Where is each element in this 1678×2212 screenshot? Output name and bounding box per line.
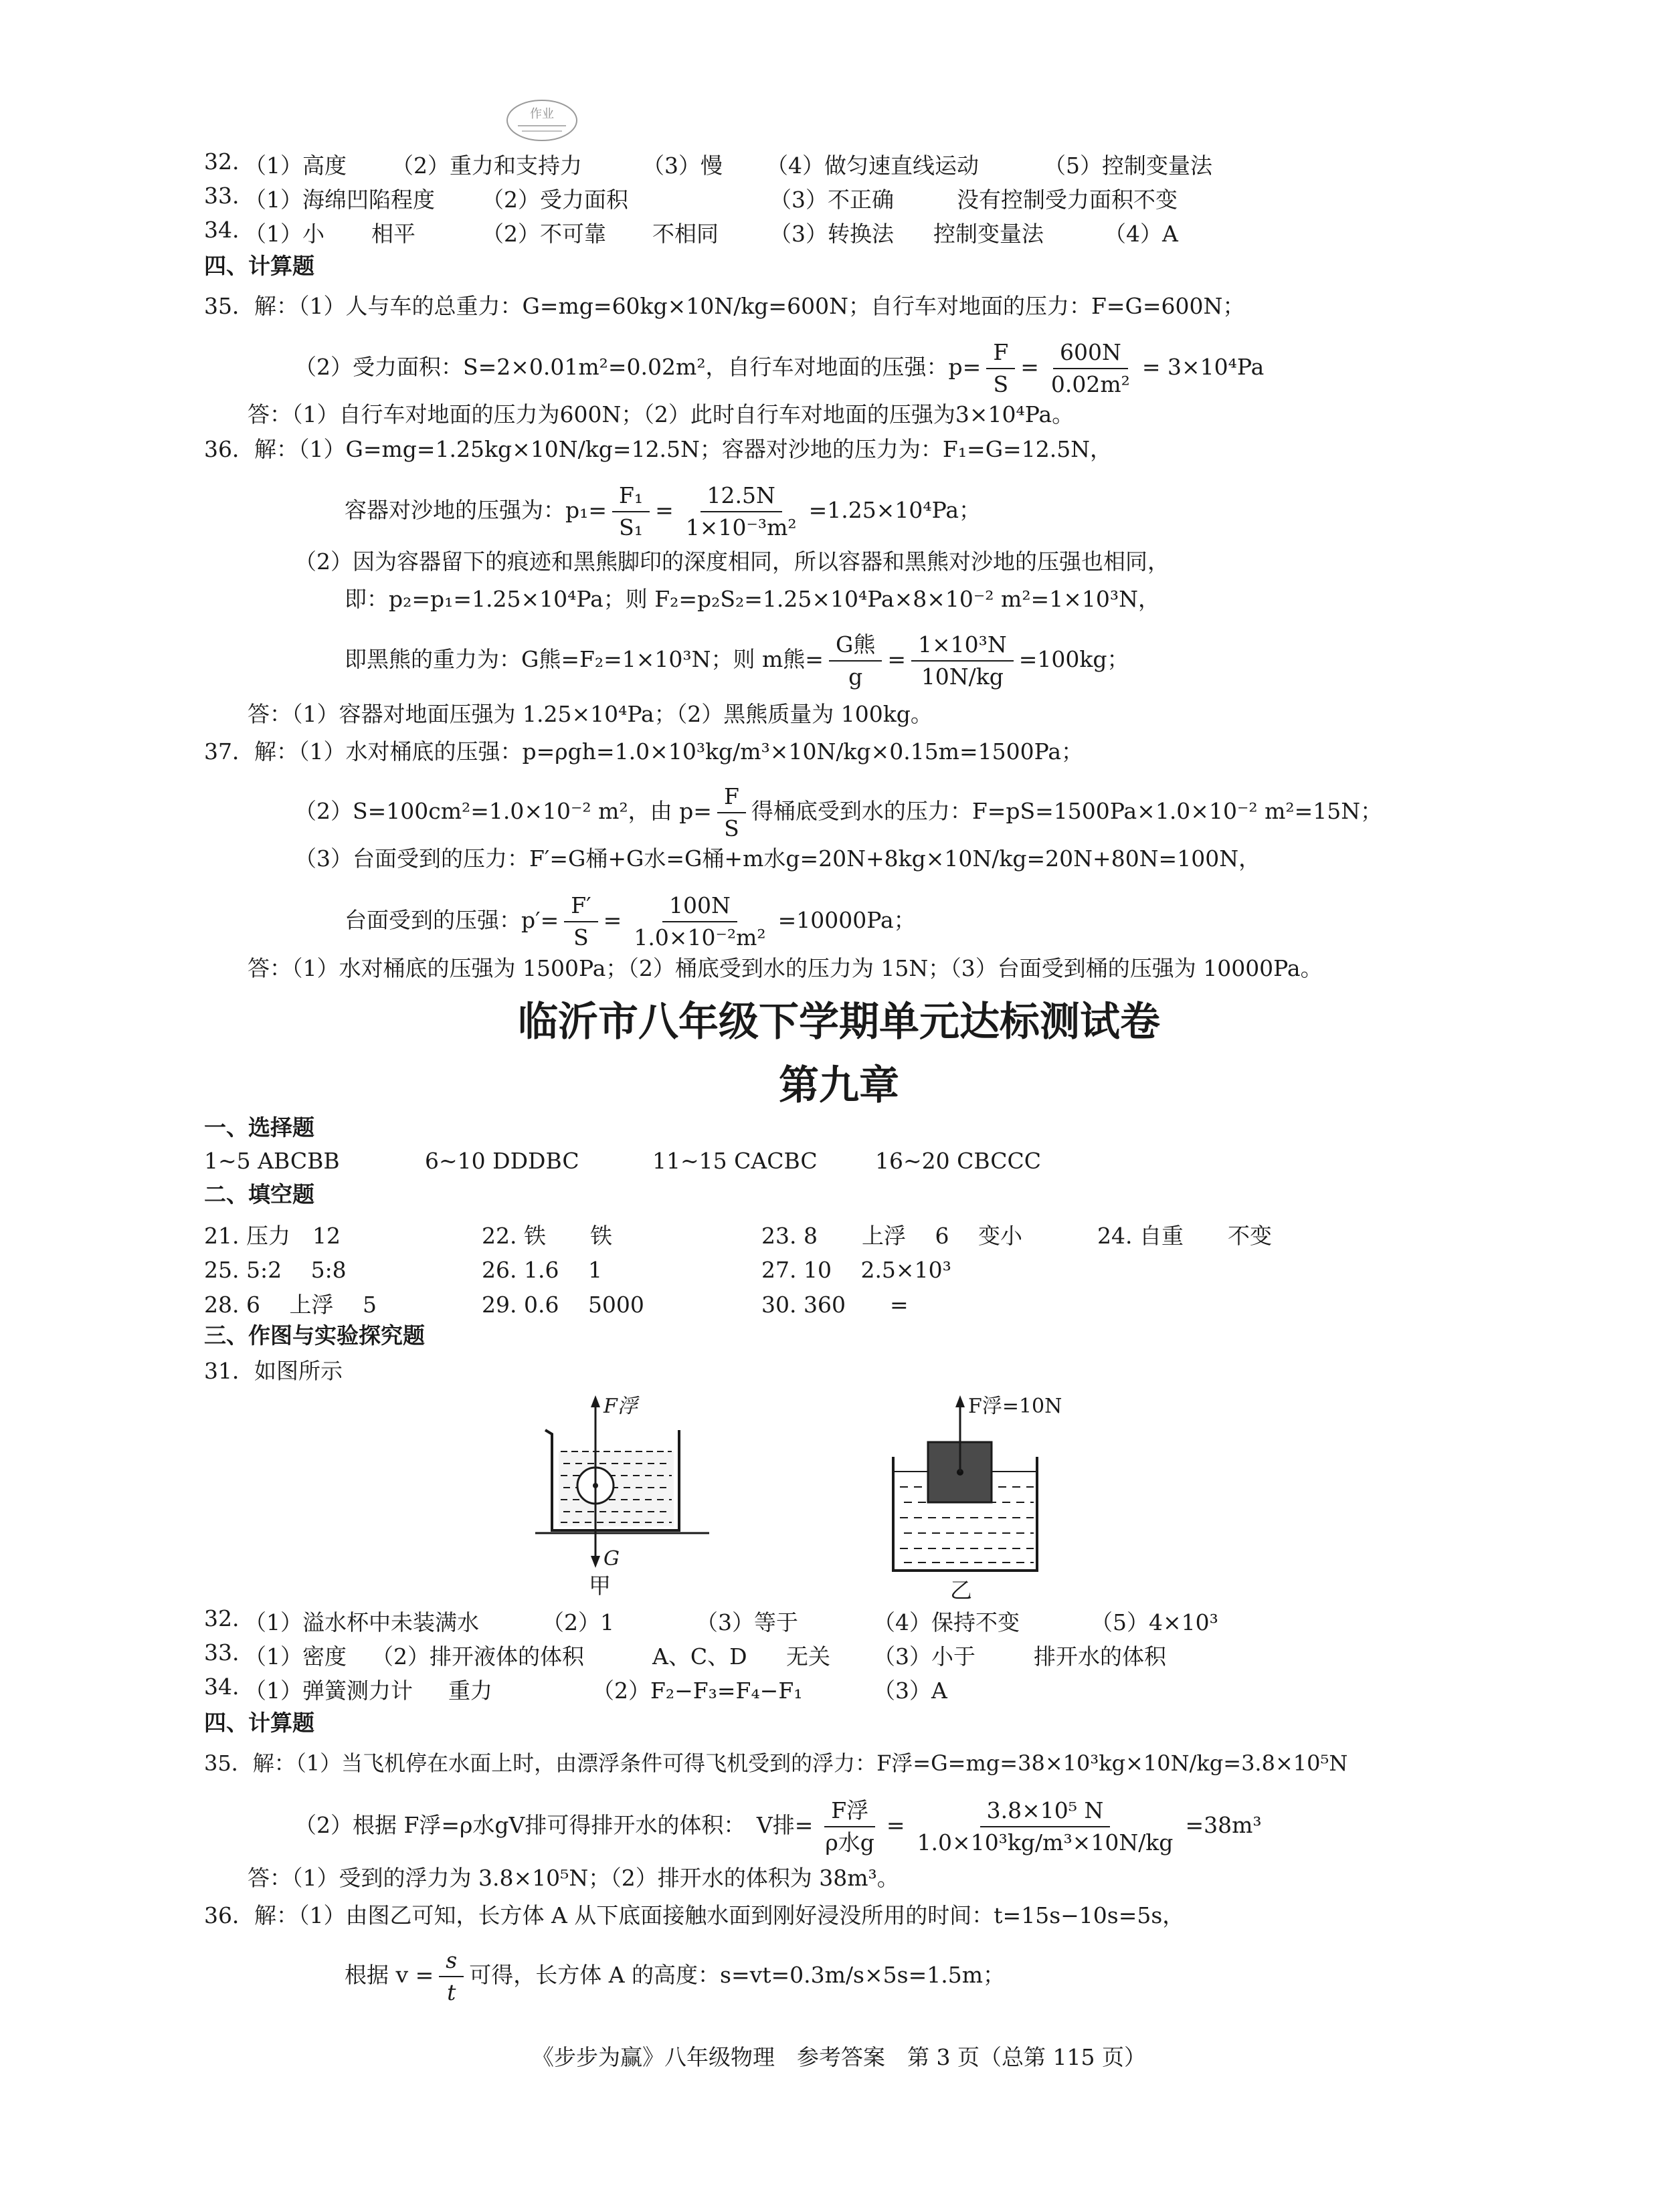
- answer: （3）A: [873, 1678, 947, 1704]
- buoyancy-label: F浮: [603, 1395, 638, 1418]
- ch8-q36-answer: 答：（1）容器对地面压强为 1.25×10⁴Pa；（2）黑熊质量为 100kg。: [248, 701, 933, 727]
- figure-caption: 乙: [950, 1577, 972, 1603]
- numerator: G熊: [829, 632, 882, 662]
- fraction: [439, 1948, 464, 2005]
- answer: （1）小: [244, 221, 324, 247]
- answer: （4）做匀速直线运动: [766, 153, 979, 179]
- text: =38m³: [1185, 1812, 1262, 1838]
- text: （2）受力面积：S=2×0.01m²=0.02m²，自行车对地面的压强：p=: [294, 354, 982, 380]
- numerator: 12.5N: [701, 483, 782, 512]
- denominator: S: [993, 371, 1009, 397]
- denominator: S: [724, 815, 739, 841]
- fill-item: 21. 压力 12: [204, 1223, 341, 1249]
- text: =: [655, 497, 674, 523]
- q31-text: 31．如图所示: [204, 1358, 343, 1384]
- ch8-q36-line2: [345, 483, 981, 540]
- fraction: [564, 893, 597, 950]
- answer: 没有控制受力面积不变: [957, 187, 1178, 213]
- answer: （3）慢: [642, 153, 723, 179]
- answer: （3）不正确: [769, 187, 894, 213]
- text: （2）S=100cm²=1.0×10⁻² m²，由 p=: [294, 798, 712, 824]
- choice-group: 1~5 ABCBB: [204, 1148, 340, 1174]
- ch8-q35-answer: 答：（1）自行车对地面的压力为600N；（2）此时自行车对地面的压强为3×10⁴Pa。: [248, 401, 1075, 427]
- fill-item: 24. 自重 不变: [1097, 1223, 1272, 1249]
- numerator: F: [717, 784, 746, 813]
- answer: （1）高度: [244, 153, 347, 179]
- ch9-q36-line2: [345, 1948, 1005, 2005]
- answer: （3）转换法: [769, 221, 894, 247]
- arrow-up-icon: [591, 1395, 600, 1407]
- numerator: s: [439, 1948, 464, 1977]
- answer: 重力: [448, 1678, 492, 1704]
- ch8-q36-line5: [345, 632, 1129, 690]
- section-heading: 一、选择题: [204, 1114, 314, 1140]
- ch9-q35-answer: 答：（1）受到的浮力为 3.8×10⁵N；（2）排开水的体积为 38m³。: [248, 1865, 899, 1891]
- answer: （2）排开液体的体积: [371, 1643, 584, 1670]
- denominator: 10N/kg: [921, 664, 1004, 690]
- fraction: [679, 483, 804, 540]
- denominator: t: [447, 1979, 456, 2005]
- q-number: 32.: [204, 148, 240, 175]
- numerator: 1×10³N: [911, 632, 1014, 662]
- text: 根据 v =: [345, 1962, 434, 1988]
- section-heading: 四、计算题: [204, 1710, 314, 1736]
- answer: （2）1: [542, 1609, 614, 1635]
- denominator: 1×10⁻³m²: [685, 514, 797, 540]
- figure-beaker-ball: [529, 1390, 723, 1584]
- ch8-q35-line2: [294, 340, 1264, 397]
- numerator: 3.8×10⁵ N: [980, 1798, 1111, 1827]
- chapter-title: 第九章: [779, 1062, 899, 1109]
- ch8-q37-answer: 答：（1）水对桶底的压强为 1500Pa；（2）桶底受到水的压力为 15N；（3）台面受到桶的压强为 10000Pa。: [248, 955, 1323, 981]
- fraction: [627, 893, 772, 950]
- answer: （3）等于: [696, 1609, 798, 1635]
- answer: （1）溢水杯中未装满水: [244, 1609, 479, 1635]
- text: 容器对沙地的压强为：p₁=: [345, 497, 608, 523]
- q-number: 33.: [204, 1639, 240, 1666]
- fraction: [911, 1798, 1180, 1855]
- figure-container-block: [873, 1390, 1094, 1577]
- answer: A、C、D: [652, 1643, 747, 1670]
- answer: 不相同: [652, 221, 719, 247]
- fill-item: 23. 8 上浮 6 变小: [761, 1223, 1022, 1249]
- section-heading: 三、作图与实验探究题: [204, 1322, 425, 1348]
- answer: （1）密度: [244, 1643, 347, 1670]
- q-number: 32.: [204, 1605, 240, 1631]
- ch8-q37-line4: [345, 893, 916, 950]
- ch8-q35-line1: 35．解：（1）人与车的总重力：G=mg=60kg×10N/kg=600N；自行车对地面的压力：F=G=600N；: [204, 293, 1245, 319]
- ch8-q37-line2: [294, 784, 1382, 841]
- answer: （4）保持不变: [873, 1609, 1020, 1635]
- numerator: F浮: [824, 1798, 875, 1827]
- numerator: F: [986, 340, 1015, 369]
- numerator: F₁: [612, 483, 650, 512]
- denominator: 1.0×10³kg/m³×10N/kg: [917, 1829, 1174, 1855]
- text: 得桶底受到水的压力：F=pS=1500Pa×1.0×10⁻² m²=15N；: [751, 798, 1383, 824]
- answer: 无关: [786, 1643, 830, 1670]
- ch8-q36-line1: 36．解：（1）G=mg=1.25kg×10N/kg=12.5N；容器对沙地的压力为：F₁=G=12.5N，: [204, 436, 1113, 462]
- answer: （5）控制变量法: [1044, 153, 1212, 179]
- homework-stamp-icon: [502, 94, 582, 147]
- text: =: [603, 907, 622, 933]
- page-footer: 《步步为赢》八年级物理 参考答案 第 3 页（总第 115 页）: [532, 2044, 1146, 2070]
- ch9-q35-line1: 35．解：（1）当飞机停在水面上时，由漂浮条件可得飞机受到的浮力：F浮=G=mg=38×10³kg×10N/kg=3.8×10⁵N: [204, 1750, 1348, 1776]
- denominator: S₁: [619, 514, 643, 540]
- answer: 控制变量法: [933, 221, 1044, 247]
- fraction: [818, 1798, 881, 1855]
- q-number: 33.: [204, 183, 240, 209]
- fill-item: 28. 6 上浮 5: [204, 1292, 377, 1318]
- answer: （3）小于: [873, 1643, 975, 1670]
- text: =100kg；: [1018, 646, 1129, 672]
- fill-item: 22. 铁 铁: [482, 1223, 612, 1249]
- fraction: [986, 340, 1015, 397]
- denominator: g: [848, 664, 863, 690]
- gravity-label: G: [603, 1547, 620, 1571]
- section-heading: 二、填空题: [204, 1181, 314, 1207]
- q-number: 34.: [204, 217, 240, 243]
- ch8-q37-line3: （3）台面受到的压力：F′=G桶+G水=G桶+m水g=20N+8kg×10N/kg=20N+80N=100N，: [294, 845, 1261, 872]
- ch9-q36-line1: 36．解：（1）由图乙可知，长方体 A 从下底面接触水面到刚好浸没所用的时间：t=15s−10s=5s，: [204, 1902, 1185, 1928]
- fraction: [612, 483, 650, 540]
- text: 即黑熊的重力为：G熊=F₂=1×10³N；则 m熊=: [345, 646, 824, 672]
- answer: （2）受力面积: [482, 187, 628, 213]
- stamp-text: 作业: [530, 107, 554, 121]
- ch8-q36-line4: 即：p₂=p₁=1.25×10⁴Pa；则 F₂=p₂S₂=1.25×10⁴Pa×8×10⁻² m²=1×10³N，: [345, 586, 1160, 612]
- answer: （2）重力和支持力: [391, 153, 582, 179]
- fill-item: 29. 0.6 5000: [482, 1292, 644, 1318]
- fill-item: 27. 10 2.5×10³: [761, 1257, 951, 1283]
- arrow-up-icon: [955, 1395, 965, 1407]
- page-title: 临沂市八年级下学期单元达标测试卷: [518, 999, 1160, 1045]
- numerator: 100N: [662, 893, 737, 922]
- answer: （1）海绵凹陷程度: [244, 187, 435, 213]
- denominator: S: [573, 924, 589, 950]
- answer: （1）弹簧测力计: [244, 1678, 413, 1704]
- fraction: [911, 632, 1014, 690]
- denominator: 0.02m²: [1050, 371, 1130, 397]
- numerator: F′: [564, 893, 597, 922]
- ch9-q35-line2: [294, 1798, 1262, 1855]
- text: =: [1020, 354, 1039, 380]
- text: 台面受到的压强：p′=: [345, 907, 559, 933]
- text: （2）根据 F浮=ρ水gV排可得排开水的体积： V排=: [294, 1812, 814, 1838]
- fill-item: 30. 360 =: [761, 1292, 909, 1318]
- text: =: [887, 646, 906, 672]
- choice-group: 16~20 CBCCC: [875, 1148, 1041, 1174]
- ch8-q37-line1: 37．解：（1）水对桶底的压强：p=ρgh=1.0×10³kg/m³×10N/kg×0.15m=1500Pa；: [204, 738, 1084, 765]
- answer: （5）4×10³: [1091, 1609, 1218, 1635]
- denominator: 1.0×10⁻²m²: [634, 924, 766, 950]
- answer: （2）不可靠: [482, 221, 606, 247]
- arrow-down-icon: [591, 1556, 600, 1568]
- text: =1.25×10⁴Pa；: [808, 497, 982, 523]
- figure-caption: 甲: [589, 1573, 611, 1599]
- fraction: [829, 632, 882, 690]
- text: = 3×10⁴Pa: [1141, 354, 1265, 380]
- fill-item: 25. 5:2 5:8: [204, 1257, 347, 1283]
- water-body: [559, 1451, 674, 1526]
- section-heading: 四、计算题: [204, 253, 314, 279]
- text: 可得，长方体 A 的高度：s=vt=0.3m/s×5s=1.5m；: [469, 1962, 1006, 1988]
- denominator: ρ水g: [825, 1829, 874, 1855]
- choice-group: 6~10 DDDBC: [425, 1148, 579, 1174]
- ch8-q36-line3: （2）因为容器留下的痕迹和黑熊脚印的深度相同，所以容器和黑熊对沙地的压强也相同，: [294, 548, 1170, 575]
- choice-group: 11~15 CACBC: [652, 1148, 818, 1174]
- answer: 排开水的体积: [1034, 1643, 1166, 1670]
- buoyancy-label: F浮=10N: [968, 1395, 1062, 1418]
- fraction: [717, 784, 746, 841]
- numerator: 600N: [1053, 340, 1128, 369]
- text: =: [886, 1812, 905, 1838]
- answer: 相平: [371, 221, 415, 247]
- text: =10000Pa；: [777, 907, 916, 933]
- answer: （2）F₂−F₃=F₄−F₁: [592, 1678, 803, 1704]
- answer: （4）A: [1104, 221, 1178, 247]
- q-number: 34.: [204, 1674, 240, 1700]
- fraction: [1044, 340, 1137, 397]
- fill-item: 26. 1.6 1: [482, 1257, 602, 1283]
